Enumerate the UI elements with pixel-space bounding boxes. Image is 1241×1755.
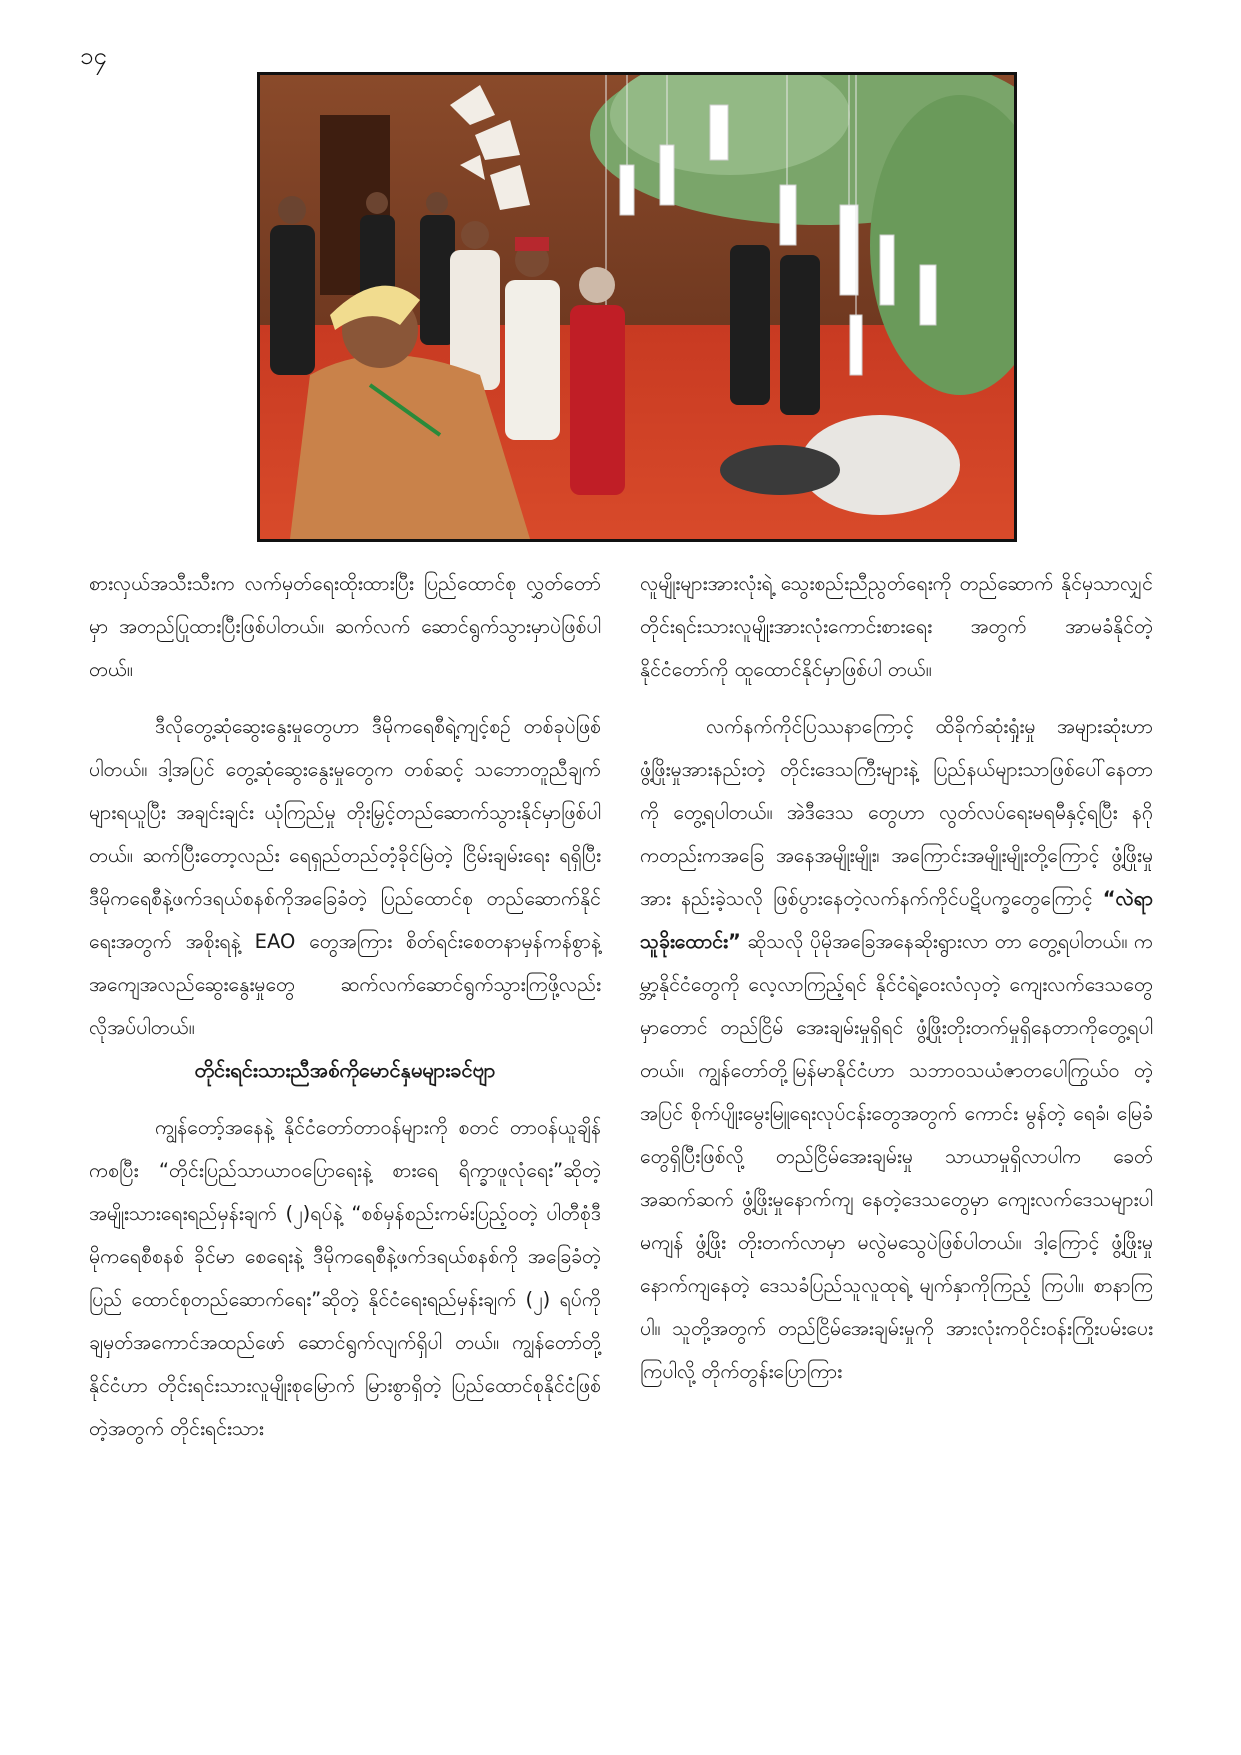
- left-column: [89, 562, 601, 1450]
- paragraph: ကျွန်တော့်အနေနဲ့ နိုင်ငံတော်တာဝန်များကို စတင် တာဝန်ယူချိန်ကစပြီး “တိုင်းပြည်သာယာဝပြောရေးနဲ့ စားရေ ရိက္ခာဖူလုံရေး”ဆိုတဲ့ အမျိုးသားရေးရည်မှန်းချက် (၂)ရပ်နဲ့ “စစ်မှန်စည်းကမ်းပြည့်ဝတဲ့ ပါတီစုံဒီမိုကရေစီစနစ် ခိုင်မာ စေရေးနဲ့ ဒီမိုကရေစီနဲ့ဖက်ဒရယ်စနစ်ကို အခြေခံတဲ့ ပြည် ထောင်စုတည်ဆောက်ရေး”ဆိုတဲ့ နိုင်ငံရေးရည်မှန်းချက် (၂) ရပ်ကို ချမှတ်အကောင်အထည်ဖော် ဆောင်ရွက်လျက်ရှိပါ တယ်။ ကျွန်တော်တို့နိုင်ငံဟာ တိုင်းရင်းသားလူမျိုးစုမြောက် မြားစွာရှိတဲ့ ပြည်ထောင်စုနိုင်ငံဖြစ်တဲ့အတွက် တိုင်းရင်းသား: [89, 1116, 601, 1440]
- page-number: ၁၄: [80, 42, 107, 70]
- paragraph-text: လက်နက်ကိုင်ပြဿနာကြောင့် ထိခိုက်ဆုံးရှုံးမှု အများဆုံးဟာ ဖွံ့ဖြိုးမှုအားနည်းတဲ့ တိုင်းဒေသကြီးများနဲ့ ပြည်နယ်များသာဖြစ်ပေါ်နေတာကို တွေ့ရပါတယ်။ အဲဒီဒေသ တွေဟာ လွတ်လပ်ရေးမရမီနှင့်ရပြီး နဂိုကတည်းကအခြေ အနေအမျိုးမျိုး၊ အကြောင်းအမျိုးမျိုးတို့ကြောင့် ဖွံ့ဖြိုးမှုအား နည်းခဲ့သလို ဖြစ်ပွားနေတဲ့လက်နက်ကိုင်ပဋိပက္ခတွေကြောင့်: [640, 715, 1153, 910]
- paragraph: စားလှယ်အသီးသီးက လက်မှတ်ရေးထိုးထားပြီး ပြည်ထောင်စု လွှတ်တော်မှာ အတည်ပြုထားပြီးဖြစ်ပါတယ်။ ဆက်လက် ဆောင်ရွက်သွားမှာပဲဖြစ်ပါတယ်။: [89, 572, 601, 681]
- paragraph: [640, 705, 1153, 1393]
- ceremony-photo: [257, 72, 1017, 542]
- paragraph-text: ဆိုသလို ပိုမိုအခြေအနေဆိုးရွားလာ တာ တွေ့ရပါတယ်။ ကမ္ဘာ့နိုင်ငံတွေကို လေ့လာကြည့်ရင် နိုင်ငံရဲ့ဝေးလံလှတဲ့ ကျေးလက်ဒေသတွေမှာတောင် တည်ငြိမ် အေးချမ်းမှုရှိရင် ဖွံ့ဖြိုးတိုးတက်မှုရှိနေတာကိုတွေ့ရပါတယ်။ ကျွန်တော်တို့မြန်မာနိုင်ငံဟာ သဘာဝသယံဇာတပေါကြွယ်ဝ တဲ့အပြင် စိုက်ပျိုးမွေးမြူရေးလုပ်ငန်းတွေအတွက် ကောင်း မွန်တဲ့ ရေခံ၊ မြေခံတွေရှိပြီးဖြစ်လို့ တည်ငြိမ်အေးချမ်းမှု သာယာမှုရှိလာပါက ခေတ်အဆက်ဆက် ဖွံ့ဖြိုးမှုနောက်ကျ နေတဲ့ဒေသတွေမှာ ကျေးလက်ဒေသများပါမကျန် ဖွံ့ဖြိုး တိုးတက်လာမှာ မလွဲမသွေပဲဖြစ်ပါတယ်။ ဒါ့ကြောင့် ဖွံ့ဖြိုးမှု နောက်ကျနေတဲ့ ဒေသခံပြည်သူလူထုရဲ့ မျက်နှာကိုကြည့် ကြပါ။ စာနာကြပါ။ သူတို့အတွက် တည်ငြိမ်အေးချမ်းမှုကို အားလုံးကဝိုင်းဝန်းကြိုးပမ်းပေးကြပါလို့ တိုက်တွန်းပြောကြား: [640, 930, 1153, 1383]
- paragraph: လူမျိုးများအားလုံးရဲ့ သွေးစည်းညီညွတ်ရေးကို တည်ဆောက် နိုင်မှသာလျှင် တိုင်းရင်းသားလူမျိုးအားလုံးကောင်းစားရေး အတွက် အာမခံနိုင်တဲ့ နိုင်ငံတော်ကို ထူထောင်နိုင်မှာဖြစ်ပါ တယ်။: [640, 572, 1153, 681]
- right-column: [640, 562, 1153, 1393]
- bold-quote: “လဲရာသူခိုးထောင်း”: [640, 887, 1153, 953]
- photo-illustration: [260, 75, 1014, 539]
- section-heading: တိုင်းရင်းသားညီအစ်ကိုမောင်နှမများခင်ဗျာ: [194, 1058, 496, 1082]
- paragraph: ဒီလိုတွေ့ဆုံဆွေးနွေးမှုတွေဟာ ဒီမိုကရေစီရဲ့ကျင့်စဉ် တစ်ခုပဲဖြစ်ပါတယ်။ ဒါ့အပြင် တွေ့ဆုံဆွေးနွေးမှုတွေက တစ်ဆင့် သဘောတူညီချက်များရယူပြီး အချင်းချင်း ယုံကြည်မှု တိုးမြှင့်တည်ဆောက်သွားနိုင်မှာဖြစ်ပါတယ်။ ဆက်ပြီးတော့လည်း ရေရှည်တည်တံ့ခိုင်မြဲတဲ့ ငြိမ်းချမ်းရေး ရရှိပြီး ဒီမိုကရေစီနဲ့ဖက်ဒရယ်စနစ်ကိုအခြေခံတဲ့ ပြည်ထောင်စု တည်ဆောက်နိုင်ရေးအတွက် အစိုးရနဲ့ EAO တွေအကြား စိတ်ရင်းစေတနာမှန်ကန်စွာနဲ့ အကျေအလည်ဆွေးနွေးမှုတွေ ဆက်လက်ဆောင်ရွက်သွားကြဖို့လည်း လိုအပ်ပါတယ်။: [89, 715, 601, 1039]
